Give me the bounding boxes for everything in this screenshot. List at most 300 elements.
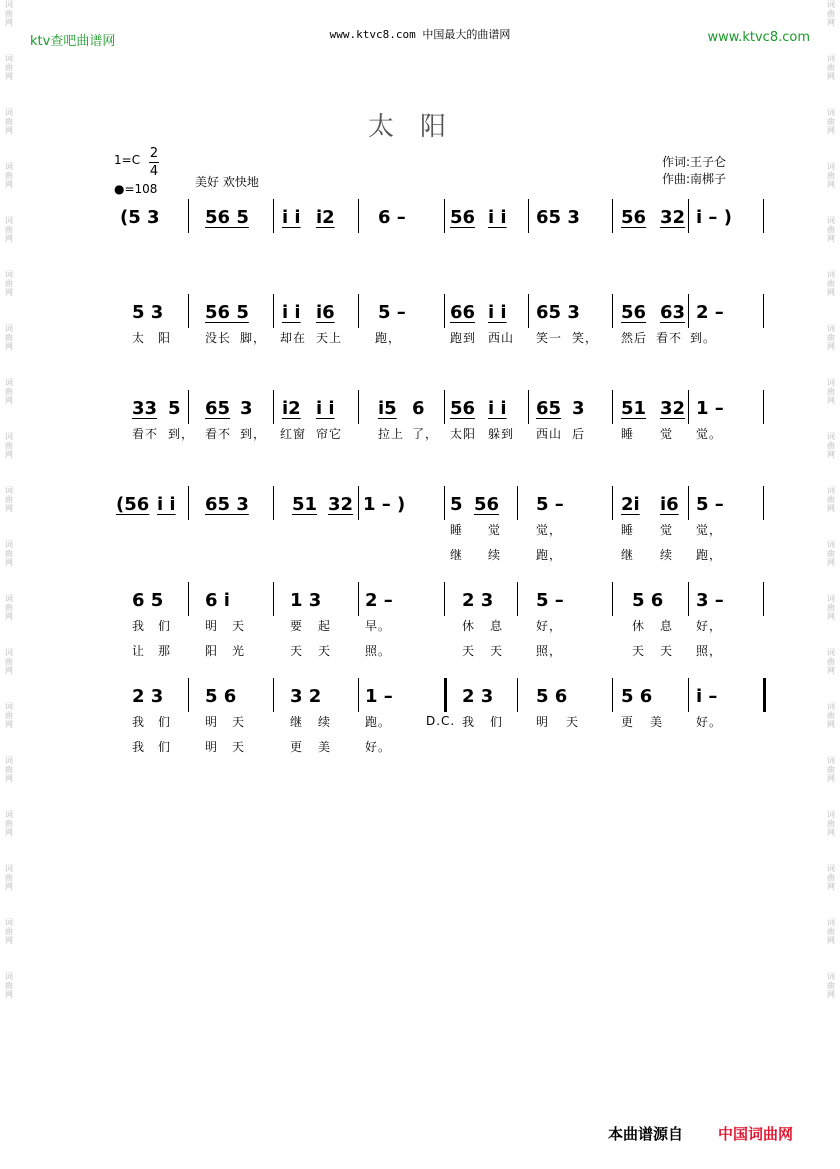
bar-line [358, 199, 359, 233]
lyric-syllable: 好， [536, 619, 563, 633]
watermark-group [5, 810, 13, 837]
bar-line [517, 486, 518, 520]
bar-line [517, 678, 518, 712]
watermark-char: 曲 [5, 819, 13, 828]
watermark-char: 词 [827, 270, 835, 279]
lyric-syllable-2nd: 更 [290, 740, 304, 754]
note-group: 1 – ) [363, 494, 406, 515]
note-group: 65 3 [536, 207, 580, 228]
lyric-syllable: 睡 [621, 427, 635, 441]
bar-line [273, 582, 274, 616]
watermark-char: 词 [5, 756, 13, 765]
watermark-group [827, 486, 835, 513]
watermark-group [827, 810, 835, 837]
lyric-syllable: 觉 [488, 523, 502, 537]
lyric-syllable: 跑， [375, 331, 402, 345]
lyric-syllable-2nd: 续 [488, 548, 502, 562]
lyric-syllable-2nd: 那 [158, 644, 172, 658]
bar-line [688, 390, 689, 424]
note-group: 65 [205, 398, 231, 419]
watermark-char: 词 [5, 108, 13, 117]
note-group: 56 5 [205, 302, 249, 323]
watermark-char: 词 [5, 162, 13, 171]
lyric-syllable: 休 [462, 619, 476, 633]
lyric-syllable: 明 [205, 619, 219, 633]
watermark-char: 网 [5, 450, 13, 459]
watermark-char: 词 [827, 378, 835, 387]
note-group: i6 [660, 494, 679, 515]
watermark-char: 曲 [5, 765, 13, 774]
lyric-syllable: 明 [536, 715, 550, 729]
bar-line [763, 582, 764, 616]
bar-line [444, 294, 445, 328]
watermark-char: 曲 [827, 387, 835, 396]
lyric-syllable: 起 [318, 619, 332, 633]
expression-marking: 美好 欢快地 [195, 175, 259, 189]
watermark-group [5, 540, 13, 567]
lyric-syllable: 阳 [158, 331, 172, 345]
watermark-char: 网 [827, 450, 835, 459]
watermark-char: 词 [827, 972, 835, 981]
note-group: 5 – [536, 590, 564, 611]
note-group: 65 [536, 398, 562, 419]
lyric-syllable: 到， [168, 427, 195, 441]
note-group: 6 i [205, 590, 230, 611]
note-group: 3 2 [290, 686, 322, 707]
bar-line [763, 678, 766, 712]
bar-line [528, 199, 529, 233]
bar-line [763, 486, 764, 520]
watermark-group [827, 918, 835, 945]
note-group: i i [157, 494, 176, 515]
watermark-group [827, 540, 835, 567]
bar-line [273, 199, 274, 233]
lyric-syllable-2nd: 天 [318, 644, 332, 658]
lyric-syllable: 觉， [536, 523, 563, 537]
watermark-char: 曲 [827, 225, 835, 234]
watermark-char: 网 [5, 234, 13, 243]
watermark-char: 网 [5, 72, 13, 81]
tempo-value: =108 [124, 182, 158, 196]
watermark-group [5, 432, 13, 459]
note-group: 5 6 [621, 686, 653, 707]
bar-line [444, 199, 445, 233]
bar-line [188, 294, 189, 328]
note-group: 56 5 [205, 207, 249, 228]
lyric-syllable: 看不 [656, 331, 683, 345]
watermark-char: 网 [827, 936, 835, 945]
watermark-char: 网 [5, 396, 13, 405]
note-group: i – ) [696, 207, 732, 228]
lyricist: 作词:王子仑 [662, 155, 727, 169]
lyric-syllable: 天 [232, 619, 246, 633]
note-group: 2 3 [132, 686, 164, 707]
watermark-char: 网 [827, 612, 835, 621]
watermark-group [827, 378, 835, 405]
watermark-char: 曲 [827, 873, 835, 882]
bar-line [444, 582, 445, 616]
watermark-char: 网 [827, 882, 835, 891]
watermark-group [827, 324, 835, 351]
note-group: i i [282, 207, 301, 228]
lyric-syllable: 帘它 [316, 427, 343, 441]
lyric-syllable-2nd: 照。 [365, 644, 392, 658]
bar-line [188, 678, 189, 712]
bar-line [358, 294, 359, 328]
note-group: 6 – [378, 207, 406, 228]
lyric-syllable: 续 [318, 715, 332, 729]
note-group: i i [488, 207, 507, 228]
watermark-char: 词 [827, 864, 835, 873]
bar-line [358, 486, 359, 520]
lyric-syllable: 西山 [488, 331, 515, 345]
footer-source-label: 本曲谱源自 [608, 1125, 684, 1143]
note-group: 6 [412, 398, 425, 419]
bar-line [517, 582, 518, 616]
note-group: 5 3 [132, 302, 164, 323]
watermark-char: 网 [827, 180, 835, 189]
note-group: 32 [328, 494, 354, 515]
lyric-syllable: 我 [132, 619, 146, 633]
note-group: 3 [572, 398, 585, 419]
bar-line [612, 582, 613, 616]
bar-line [688, 678, 689, 712]
watermark-char: 网 [5, 882, 13, 891]
lyric-syllable: 看不 [132, 427, 159, 441]
watermark-char: 网 [827, 720, 835, 729]
watermark-char: 词 [5, 270, 13, 279]
note-group: 56 [621, 302, 647, 323]
bar-line [188, 486, 189, 520]
watermark-char: 词 [827, 432, 835, 441]
header-tagline: www.ktvc8.com 中国最大的曲谱网 [329, 28, 511, 41]
lyric-syllable: 更 [621, 715, 635, 729]
lyric-syllable: 脚， [240, 331, 267, 345]
bar-line [688, 199, 689, 233]
lyric-syllable: 天 [566, 715, 580, 729]
watermark-group [827, 702, 835, 729]
watermark-group [827, 432, 835, 459]
bar-line [763, 294, 764, 328]
lyric-syllable-2nd: 天 [632, 644, 646, 658]
lyric-syllable: 休 [632, 619, 646, 633]
bar-line [273, 294, 274, 328]
bar-line [444, 390, 445, 424]
bar-line [273, 486, 274, 520]
watermark-group [827, 972, 835, 999]
lyric-syllable-2nd: 天 [660, 644, 674, 658]
watermark-char: 词 [5, 378, 13, 387]
watermark-char: 词 [827, 648, 835, 657]
watermark-char: 词 [827, 486, 835, 495]
watermark-char: 词 [5, 918, 13, 927]
lyric-syllable: 美 [650, 715, 664, 729]
lyric-syllable: 息 [490, 619, 504, 633]
watermark-char: 网 [5, 720, 13, 729]
watermark-char: 曲 [5, 387, 13, 396]
watermark-char: 网 [5, 612, 13, 621]
watermark-group [827, 864, 835, 891]
watermark-char: 词 [827, 162, 835, 171]
watermark-char: 网 [5, 504, 13, 513]
watermark-char: 曲 [827, 441, 835, 450]
watermark-char: 曲 [5, 603, 13, 612]
watermark-group [5, 216, 13, 243]
note-group: i2 [316, 207, 335, 228]
lyric-syllable: 息 [660, 619, 674, 633]
watermark-char: 网 [5, 828, 13, 837]
note-group: 32 [660, 398, 686, 419]
note-group: i i [316, 398, 335, 419]
lyric-syllable: 天 [232, 715, 246, 729]
lyric-syllable: 跑到 [450, 331, 477, 345]
bar-line [528, 294, 529, 328]
watermark-char: 网 [5, 666, 13, 675]
watermark-char: 网 [827, 828, 835, 837]
lyric-syllable: 后 [572, 427, 586, 441]
note-group: 33 [132, 398, 158, 419]
watermark-char: 词 [5, 54, 13, 63]
note-group: 65 3 [205, 494, 249, 515]
lyric-syllable: 早。 [365, 619, 392, 633]
lyric-syllable: 我 [132, 715, 146, 729]
watermark-group [827, 270, 835, 297]
watermark-char: 网 [5, 342, 13, 351]
lyric-syllable-2nd: 阳 [205, 644, 219, 658]
lyric-syllable: 好。 [696, 715, 723, 729]
watermark-char: 网 [827, 288, 835, 297]
watermark-char: 网 [827, 504, 835, 513]
lyric-syllable-2nd: 跑， [696, 548, 723, 562]
watermark-char: 曲 [5, 171, 13, 180]
bar-line [688, 294, 689, 328]
lyric-syllable: 好， [696, 619, 723, 633]
watermark-group [5, 756, 13, 783]
watermark-char: 曲 [827, 333, 835, 342]
watermark-char: 网 [5, 990, 13, 999]
page-title: 太阳 [367, 112, 472, 142]
lyric-syllable: 睡 [621, 523, 635, 537]
time-sig-top: 2 [149, 146, 159, 161]
lyric-syllable: 看不 [205, 427, 232, 441]
note-group: 5 – [536, 494, 564, 515]
watermark-group [827, 0, 835, 27]
note-group: 51 [292, 494, 318, 515]
lyric-syllable: 到。 [690, 331, 717, 345]
bar-line [688, 582, 689, 616]
lyric-syllable: 我 [462, 715, 476, 729]
watermark-char: 曲 [827, 603, 835, 612]
lyric-syllable: 们 [490, 715, 504, 729]
note-group: 2 – [696, 302, 724, 323]
watermark-char: 词 [827, 108, 835, 117]
lyric-syllable: 了， [412, 427, 439, 441]
header-url[interactable]: www.ktvc8.com [707, 30, 810, 45]
watermark-group [5, 378, 13, 405]
dc-marking: D.C. [426, 714, 456, 728]
lyric-syllable: 拉上 [378, 427, 405, 441]
lyric-syllable-2nd: 继 [450, 548, 464, 562]
note-group: (56 [116, 494, 150, 515]
lyric-syllable: 却在 [280, 331, 307, 345]
note-group: 3 – [696, 590, 724, 611]
watermark-char: 网 [827, 234, 835, 243]
lyric-syllable-2nd: 美 [318, 740, 332, 754]
watermark-char: 曲 [5, 657, 13, 666]
watermark-char: 曲 [5, 63, 13, 72]
lyric-syllable-2nd: 明 [205, 740, 219, 754]
tempo-marking [114, 182, 157, 196]
watermark-char: 网 [827, 126, 835, 135]
note-group: 63 [660, 302, 686, 323]
lyric-syllable: 天上 [316, 331, 343, 345]
lyric-syllable: 红窗 [280, 427, 307, 441]
watermark-group [5, 918, 13, 945]
note-group: 5 6 [632, 590, 664, 611]
time-signature [148, 145, 160, 180]
watermark-char: 词 [827, 216, 835, 225]
watermark-char: 词 [5, 594, 13, 603]
note-group: 2 3 [462, 590, 494, 611]
bar-line [273, 390, 274, 424]
watermark-char: 词 [827, 756, 835, 765]
bar-line [188, 582, 189, 616]
watermark-char: 网 [5, 288, 13, 297]
watermark-char: 曲 [5, 279, 13, 288]
note-group: 32 [660, 207, 686, 228]
watermark-char: 网 [827, 342, 835, 351]
watermark-char: 词 [827, 324, 835, 333]
key-signature: 1=C [114, 153, 141, 167]
lyric-syllable: 笑， [572, 331, 599, 345]
watermark-char: 网 [827, 666, 835, 675]
lyric-syllable-2nd: 光 [232, 644, 246, 658]
watermark-char: 词 [827, 918, 835, 927]
watermark-char: 词 [5, 864, 13, 873]
lyric-syllable: 西山 [536, 427, 563, 441]
watermark-char: 词 [827, 594, 835, 603]
note-group: (5 3 [120, 207, 160, 228]
note-group: 56 [450, 398, 476, 419]
lyric-syllable: 们 [158, 715, 172, 729]
note-group: 5 6 [205, 686, 237, 707]
bar-line [273, 678, 274, 712]
watermark-char: 词 [5, 540, 13, 549]
watermark-group [827, 54, 835, 81]
watermark-char: 网 [5, 18, 13, 27]
lyric-syllable-2nd: 续 [660, 548, 674, 562]
bar-line [444, 486, 445, 520]
watermark-char: 词 [5, 0, 13, 9]
lyric-syllable: 笑一 [536, 331, 563, 345]
note-group: 2 – [365, 590, 393, 611]
bar-line [188, 390, 189, 424]
bar-line [358, 582, 359, 616]
note-group: 56 [450, 207, 476, 228]
watermark-char: 曲 [5, 981, 13, 990]
note-group: 5 – [378, 302, 406, 323]
watermark-char: 词 [5, 648, 13, 657]
watermark-char: 词 [827, 810, 835, 819]
bar-line [612, 678, 613, 712]
watermark-char: 网 [5, 126, 13, 135]
lyric-syllable-2nd: 们 [158, 740, 172, 754]
watermark-char: 词 [827, 54, 835, 63]
watermark-char: 词 [827, 0, 835, 9]
lyric-syllable: 到， [240, 427, 267, 441]
watermark-char: 网 [827, 990, 835, 999]
watermark-group [5, 54, 13, 81]
note-group: 56 [621, 207, 647, 228]
bar-line [528, 390, 529, 424]
watermark-char: 曲 [827, 171, 835, 180]
note-group: 5 – [696, 494, 724, 515]
watermark-char: 曲 [5, 873, 13, 882]
watermark-char: 曲 [5, 495, 13, 504]
note-group: 5 [450, 494, 463, 515]
header-site-name[interactable]: ktv查吧曲谱网 [30, 34, 116, 49]
lyric-syllable-2nd: 继 [621, 548, 635, 562]
note-group: i6 [316, 302, 335, 323]
bar-line [444, 678, 447, 712]
note-group: i – [696, 686, 718, 707]
note-group: 65 3 [536, 302, 580, 323]
watermark-char: 词 [5, 702, 13, 711]
watermark-char: 曲 [5, 333, 13, 342]
watermark-char: 词 [827, 702, 835, 711]
watermark-char: 网 [5, 936, 13, 945]
note-group: 66 [450, 302, 476, 323]
side-watermark-left [2, 0, 16, 1169]
watermark-char: 网 [827, 72, 835, 81]
lyric-syllable: 要 [290, 619, 304, 633]
lyric-syllable: 躲到 [488, 427, 515, 441]
watermark-char: 曲 [5, 9, 13, 18]
note-icon: ● [114, 182, 125, 196]
watermark-char: 词 [827, 540, 835, 549]
lyric-syllable-2nd: 我 [132, 740, 146, 754]
note-group: 6 5 [132, 590, 164, 611]
lyric-syllable-2nd: 跑， [536, 548, 563, 562]
footer-source-site[interactable]: 中国词曲网 [718, 1125, 794, 1143]
watermark-group [827, 162, 835, 189]
lyric-syllable: 跑。 [365, 715, 392, 729]
lyric-syllable: 觉。 [696, 427, 723, 441]
bar-line [763, 199, 764, 233]
lyric-syllable: 然后 [621, 331, 648, 345]
watermark-char: 曲 [5, 711, 13, 720]
watermark-char: 曲 [5, 117, 13, 126]
watermark-char: 词 [5, 432, 13, 441]
bar-line [358, 390, 359, 424]
watermark-char: 曲 [827, 117, 835, 126]
watermark-char: 网 [827, 558, 835, 567]
note-group: 1 – [365, 686, 393, 707]
note-group: i5 [378, 398, 397, 419]
lyric-syllable: 明 [205, 715, 219, 729]
watermark-char: 网 [827, 18, 835, 27]
bar-line [612, 199, 613, 233]
watermark-group [5, 648, 13, 675]
note-group: i2 [282, 398, 301, 419]
bar-line [763, 390, 764, 424]
watermark-char: 网 [5, 558, 13, 567]
watermark-group [5, 162, 13, 189]
watermark-char: 词 [5, 972, 13, 981]
lyric-syllable-2nd: 照， [536, 644, 563, 658]
note-group: 5 [168, 398, 181, 419]
bar-line [612, 294, 613, 328]
